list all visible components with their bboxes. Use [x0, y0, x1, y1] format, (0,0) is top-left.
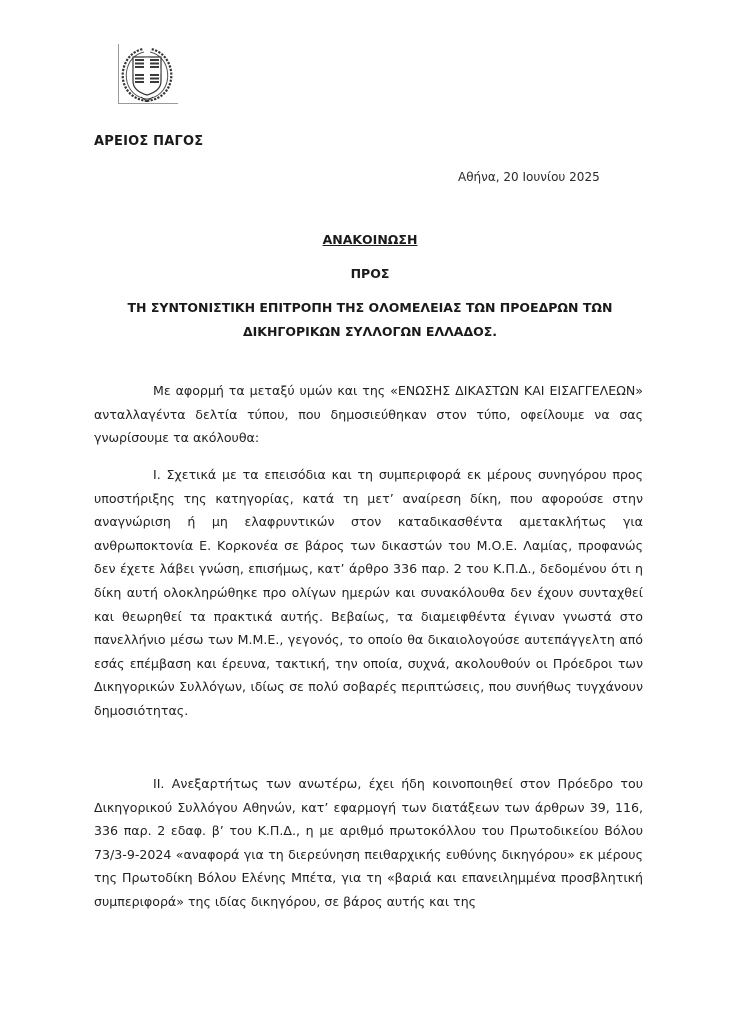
organization-name: ΑΡΕΙΟΣ ΠΑΓΟΣ	[94, 134, 204, 149]
recipient-line-2: ΔΙΚΗΓΟΡΙΚΩΝ ΣΥΛΛΟΓΩΝ ΕΛΛΑΔΟΣ.	[242, 324, 498, 339]
hellenic-coat-of-arms-icon	[117, 43, 177, 105]
intro-paragraph-container	[94, 379, 643, 450]
recipient-line-1: ΤΗ ΣΥΝΤΟΝΙΣΤΙΚΗ ΕΠΙΤΡΟΠΗ ΤΗΣ ΟΛΟΜΕΛΕΙΑΣ ΤΩΝ ΠΡΟΕΔΡΩΝ ΤΩΝ	[127, 300, 613, 315]
addressee-prefix: ΠΡΟΣ	[350, 266, 390, 281]
section-one-paragraph: I. Σχετικά με τα επεισόδια και τη συμπεριφορά εκ μέρους συνηγόρου προς υποστήριξης της κατηγορίας, κατά τη μετ’ αναίρεση δίκη, που αφορούσε στην αναγνώριση ή μη ελαφρυντικών στον καταδικασθέντα αμετακλήτως για ανθρωποκτονία Ε. Κορκονέα σε βάρος των δικαστών του Μ.Ο.Ε. Λαμίας, προφανώς δεν έχετε λάβει γνώση, επισήμως, κατ’ άρθρο 336 παρ. 2 του Κ.Π.Δ., δεδομένου ότι η δίκη αυτή ολοκληρώθηκε προ ολίγων ημερών και συνακόλουθα δεν έχουν συνταχθεί και θεωρηθεί τα πρακτικά αυτής. Βεβαίως, τα διαμειφθέντα έγιναν γνωστά στο πανελλήνιο μέσω των Μ.Μ.Ε., γεγονός, το οποίο θα δικαιολογούσε αυτεπάγγελτη από εσάς επέμβαση και έρευνα, τακτική, την οποία, συχνά, ακολουθούν οι Πρόεδροι των Δικηγορικών Συλλόγων, ιδίως σε πολύ σοβαρές περιπτώσεις, που συνήθως τυγχάνουν δημοσιότητας.	[94, 467, 643, 718]
announcement-heading: ΑΝΑΚΟΙΝΩΣΗ	[322, 232, 418, 247]
section-one-container	[94, 463, 643, 723]
section-two-paragraph: II. Ανεξαρτήτως των ανωτέρω, έχει ήδη κοινοποιηθεί στον Πρόεδρο του Δικηγορικού Συλλόγου Αθηνών, κατ’ εφαρμογή των διατάξεων των άρθρων 39, 116, 336 παρ. 2 εδαφ. β’ του Κ.Π.Δ., η με αριθμό πρωτοκόλλου του Πρωτοδικείου Βόλου 73/3-9-2024 «αναφορά για τη διερεύνηση πειθαρχικής ευθύνης δικηγόρου» εκ μέρους της Πρωτοδίκη Βόλου Ελένης Μπέτα, για τη «βαριά και επανειλημμένα προσβλητική συμπεριφορά» της ιδίας δικηγόρου, σε βάρος αυτής και της	[94, 776, 643, 909]
document-date: Αθήνα, 20 Ιουνίου 2025	[458, 170, 600, 184]
intro-paragraph: Με αφορμή τα μεταξύ υμών και της «ΕΝΩΣΗΣ ΔΙΚΑΣΤΩΝ ΚΑΙ ΕΙΣΑΓΓΕΛΕΩΝ» ανταλλαγέντα δελτία τύπου, που δημοσιεύθηκαν στον τύπο, οφείλουμε να σας γνωρίσουμε τα ακόλουθα:	[94, 383, 643, 446]
section-two-container	[94, 772, 643, 914]
